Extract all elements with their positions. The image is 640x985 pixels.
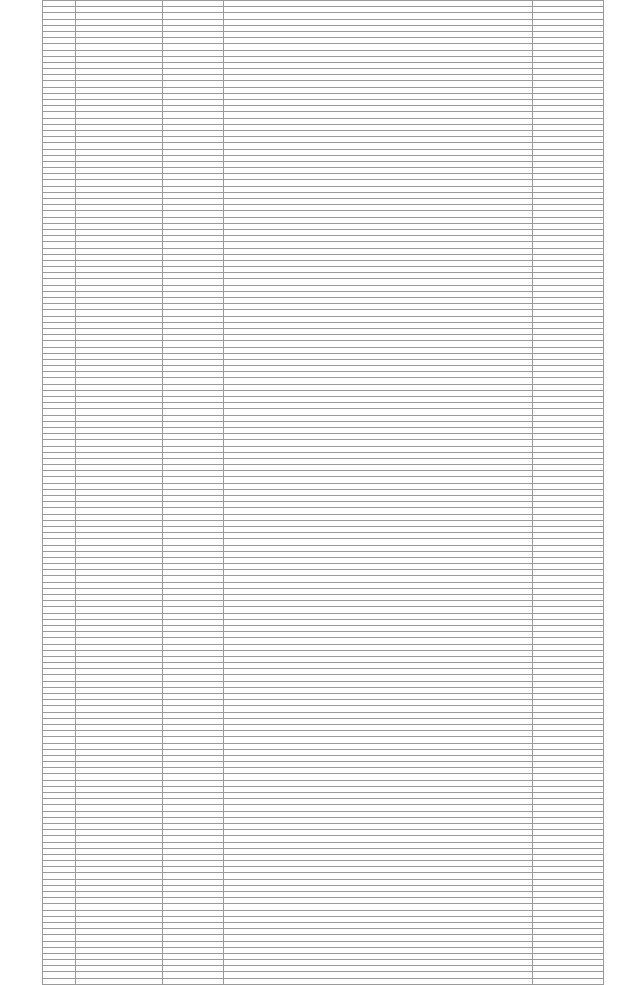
address-cell xyxy=(224,978,533,984)
district-cell xyxy=(163,978,224,984)
registry-table-body xyxy=(43,1,604,985)
row-number-cell xyxy=(43,978,76,984)
registry-table xyxy=(42,0,604,985)
table-row xyxy=(43,978,604,984)
cadastral-number-cell xyxy=(76,978,163,984)
value-cell xyxy=(533,978,604,984)
registry-table-wrapper xyxy=(42,0,598,985)
